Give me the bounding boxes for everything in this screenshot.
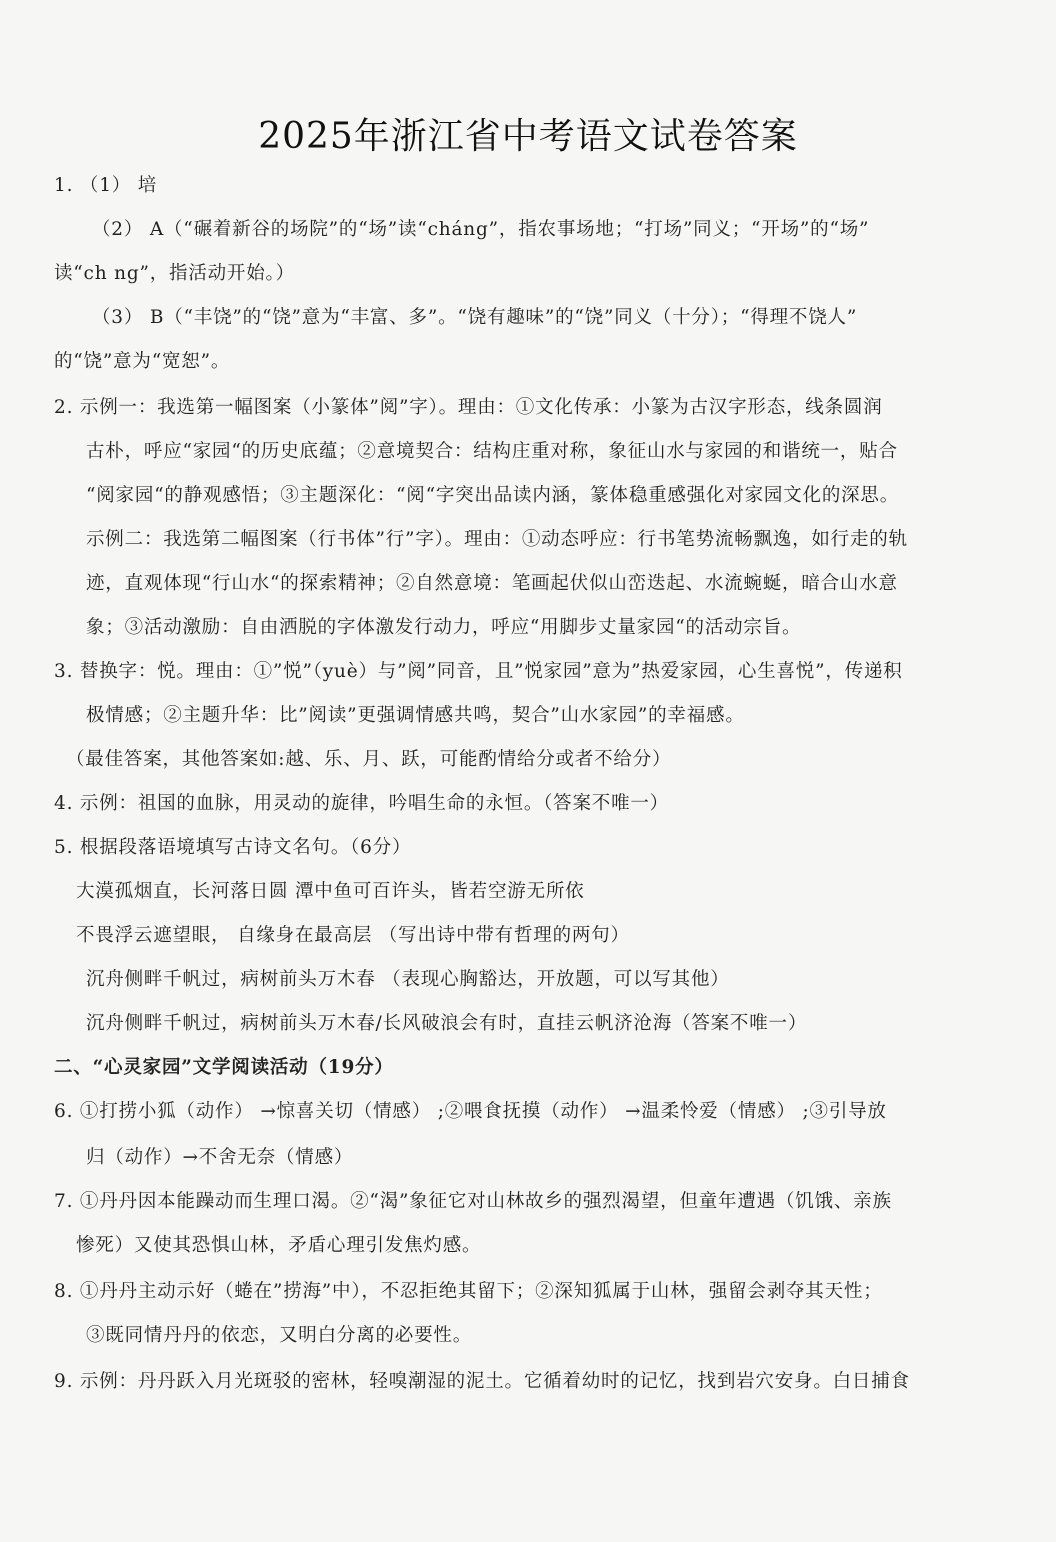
answer-line: 5. 根据段落语境填写古诗文名句。（6分） [54,837,412,858]
answer-line: （2） A（“碾着新谷的场院”的“场”读“cháng”，指农事场地；“打场”同义；“开场”的“场” [92,219,870,240]
answer-line: 8. ①丹丹主动示好（蜷在”捞海”中），不忍拒绝其留下；②深知狐属于山林，强留会剥夺其天性； [54,1281,883,1302]
answer-line: 示例二：我选第二幅图案（行书体”行”字）。理由：①动态呼应：行书笔势流畅飘逸，如行走的轨 [86,529,908,550]
answer-line: 1. （1） 培 [54,175,158,196]
answer-line: 6. ①打捞小狐（动作） →惊喜关切（情感） ;②喂食抚摸（动作） →温柔怜爱（情感） ;③引导放 [54,1101,887,1122]
answer-line: 极情感；②主题升华：比”阅读”更强调情感共鸣，契合”山水家园”的幸福感。 [86,705,745,726]
answer-line: 3. 替换字：悦。理由：①”悦”（yuè）与”阅”同音，且”悦家园”意为”热爱家园，心生喜悦”，传递积 [54,661,903,682]
answer-line: 大漠孤烟直，长河落日圆 潭中鱼可百许头，皆若空游无所依 [76,881,585,902]
answer-line: 4. 示例：祖国的血脉，用灵动的旋律，吟唱生命的永恒。（答案不唯一） [54,793,669,814]
answer-line: 迹，直观体现“行山水“的探索精神；②自然意境：笔画起伏似山峦迭起、水流蜿蜒，暗合山水意 [86,573,898,594]
answer-line: （3） B（“丰饶”的“饶”意为“丰富、多”。“饶有趣味”的“饶”同义（十分）；“得理不饶人” [92,307,858,328]
answer-line: 古朴，呼应“家园“的历史底蕴；②意境契合：结构庄重对称，象征山水与家园的和谐统一，贴合 [86,441,898,462]
answer-line: 的“饶”意为“宽恕”。 [54,351,231,372]
answer-line: 沉舟侧畔千帆过，病树前头万木春/长风破浪会有时，直挂云帆济沧海（答案不唯一） [86,1013,808,1034]
answer-line: ③既同情丹丹的依恋，又明白分离的必要性。 [86,1325,473,1346]
answer-line: 归（动作）→不舍无奈（情感） [86,1147,354,1168]
answer-line: 9. 示例：丹丹跃入月光斑驳的密林，轻嗅潮湿的泥土。它循着幼时的记忆，找到岩穴安身。白日捕食 [54,1371,910,1392]
answer-line: 2. 示例一：我选第一幅图案（小篆体”阅”字）。理由：①文化传承：小篆为古汉字形态，线条圆润 [54,397,883,418]
answer-line: 象；③活动激励：自由洒脱的字体激发行动力，呼应“用脚步丈量家园“的活动宗旨。 [86,617,802,638]
answer-line: 不畏浮云遮望眼， 自缘身在最高层 （写出诗中带有哲理的两句） [76,925,630,946]
section-heading: 二、“心灵家园”文学阅读活动（19分） [54,1057,394,1078]
answer-line: 读“ch ng”，指活动开始。） [54,263,295,284]
answer-line: 惨死）又使其恐惧山林，矛盾心理引发焦灼感。 [76,1235,482,1256]
answer-line: “阅家园“的静观感悟；③主题深化：“阅“字突出品读内涵，篆体稳重感强化对家园文化的深思。 [86,485,900,506]
answer-line: 沉舟侧畔千帆过，病树前头万木春 （表现心胸豁达，开放题，可以写其他） [86,969,730,990]
page-title: 2025年浙江省中考语文试卷答案 [258,116,798,157]
answer-line: （最佳答案，其他答案如:越、乐、月、跃，可能酌情给分或者不给分） [66,749,672,770]
answer-line: 7. ①丹丹因本能躁动而生理口渴。②“渴”象征它对山林故乡的强烈渴望，但童年遭遇（饥饿、亲族 [54,1191,892,1212]
